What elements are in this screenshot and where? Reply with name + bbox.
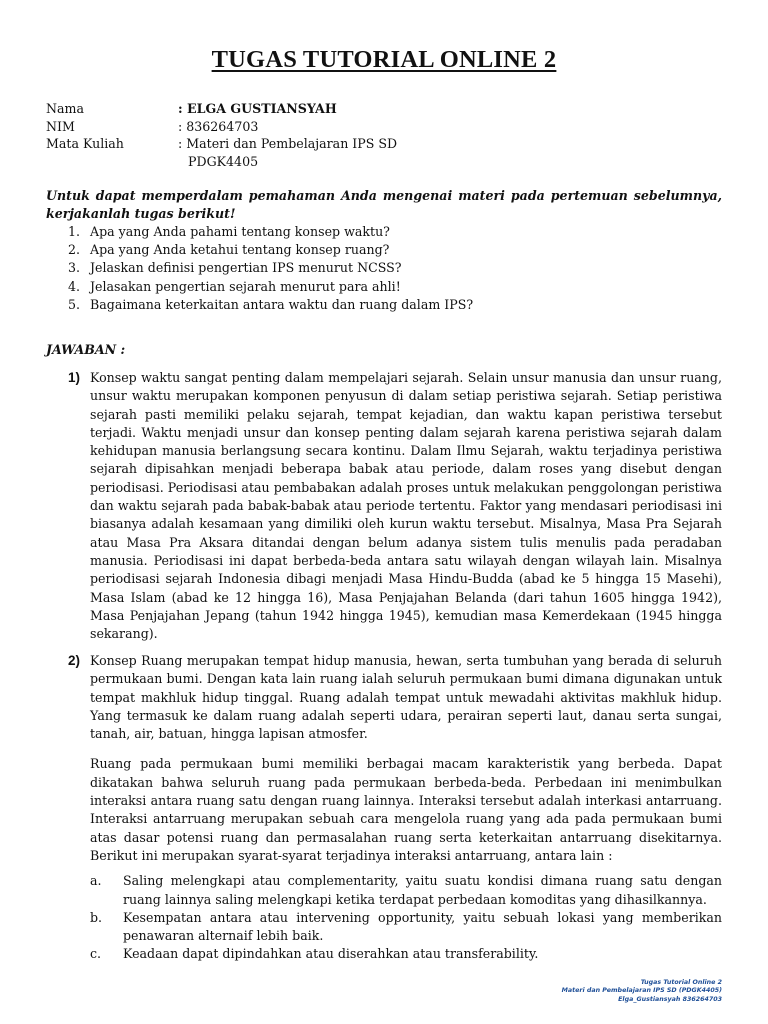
requirement-item — [90, 872, 722, 909]
question-text: Jelasakan pengertian sejarah menurut para ahli! — [90, 278, 401, 294]
footer-line: Elga_Gustiansyah 836264703 — [618, 995, 722, 1003]
footer-line: Materi dan Pembelajaran IPS SD (PDGK4405) — [561, 987, 722, 995]
mata-kuliah-code: PDGK4405 — [188, 153, 259, 169]
requirement-list — [90, 872, 722, 963]
question-text: Apa yang Anda pahami tentang konsep waktu? — [90, 224, 390, 239]
answer-number: 2) — [68, 653, 81, 668]
requirement-text: Keadaan dapat dipindahkan atau diserahkan atau transferability. — [123, 946, 539, 962]
question-item — [68, 259, 473, 277]
answer-paragraph: Konsep Ruang merupakan tempat hidup manusia, hewan, serta tumbuhan yang berada di seluruh permukaan bumi. Dengan kata lain ruang ialah seluruh permukaan bumi dimana digunakan untuk tempat makhluk hidup tinggal. Ruang adalah tempat untuk mewadahi aktivitas makhluk hidup. Yang termasuk ke dalam ruang adalah seperti udara, perairan seperti laut, danau serta sungai, tanah, air, batuan, hingga lapisan atmosfer. — [90, 653, 722, 742]
question-text: Bagaimana keterkaitan antara waktu dan ruang dalam IPS? — [90, 296, 474, 312]
intro-instruction: Untuk dapat memperdalam pemahaman Anda mengenai materi pada pertemuan sebelumnya, kerjakanlah tugas berikut! — [46, 188, 722, 221]
requirement-letter: b. — [90, 909, 103, 925]
requirement-text: Saling melengkapi atau complementarity, yaitu suatu kondisi dimana ruang satu dengan ruang lainnya saling melengkapi ketika terdapat perbedaan komoditas yang dihasilkannya. — [123, 873, 722, 907]
question-list — [68, 223, 473, 314]
requirement-letter: a. — [90, 873, 102, 889]
question-item — [68, 278, 473, 296]
student-info — [46, 100, 397, 170]
info-row-mata-kuliah — [46, 135, 397, 153]
question-text: Apa yang Anda ketahui tentang konsep ruang? — [90, 242, 390, 258]
requirement-text: Kesempatan antara atau intervening opportunity, yaitu sebuah lokasi yang memberikan penawaran alternaif lebih baik. — [123, 909, 722, 944]
question-number: 1. — [68, 224, 81, 239]
answer-number: 1) — [68, 370, 81, 385]
document-title: TUGAS TUTORIAL ONLINE 2 — [211, 46, 557, 73]
nama-label: Nama — [46, 101, 84, 116]
answer-1 — [68, 369, 722, 643]
question-number: 5. — [68, 296, 81, 312]
answer-body — [90, 369, 722, 643]
requirement-item — [90, 945, 722, 963]
question-item — [68, 223, 473, 241]
mata-kuliah-label: Mata Kuliah — [46, 136, 124, 151]
requirement-item — [90, 909, 722, 946]
question-number: 3. — [68, 260, 81, 276]
mata-kuliah-value: : Materi dan Pembelajaran IPS SD — [178, 136, 398, 151]
answer-paragraph: Konsep waktu sangat penting dalam mempelajari sejarah. Selain unsur manusia dan unsur ruang, unsur waktu merupakan komponen penyusun di dalam setiap peristiwa sejarah. Setiap peristiwa sejarah pasti memiliki pelaku sejarah, tempat kejadian, dan waktu kapan peristiwa tersebut terjadi. Waktu menjadi unsur dan konsep penting dalam sejarah karena peristiwa sejarah dalam kehidupan manusia berlangsung secara kontinu. Dalam Ilmu Sejarah, waktu terjadinya peristiwa sejarah dipisahkan menjadi beberapa babak atau periode, dalam roses yang disebut dengan periodisasi. Periodisasi atau pembabakan adalah proses untuk melakukan penggolongan peristiwa dan waktu sejarah pada babak-babak atau periode tertentu. Faktor yang mendasari periodisasi ini biasanya adalah kesamaan yang dimiliki oleh kurun waktu tersebut. Misalnya, Masa Pra Sejarah atau Masa Pra Aksara ditandai dengan belum adanya sistem tulis menulis pada peradaban manusia. Periodisasi ini dapat berbeda-beda antara satu wilayah dengan wilayah lain. Misalnya periodisasi sejarah Indonesia dibagi menjadi Masa Hindu-Budda (abad ke 5 hingga 15 Masehi), Masa Islam (abad ke 12 hingga 16), Masa Penjajahan Belanda (dari tahun 1605 hingga 1942), Masa Penjajahan Jepang (tahun 1942 hingga 1945), kemudian masa Kemerdekaan (1945 hingga sekarang). — [90, 370, 722, 642]
question-item — [68, 296, 473, 314]
nim-value: : 836264703 — [178, 118, 259, 134]
answer-paragraph: Ruang pada permukaan bumi memiliki berbagai macam karakteristik yang berbeda. Dapat dikatakan bahwa seluruh ruang pada permukaan berbeda-beda. Perbedaan ini menimbulkan interaksi antara ruang satu dengan ruang lainnya. Interaksi tersebut adalah interkasi antarruang. Interaksi antarruang merupakan sebuah cara mengelola ruang yang ada pada permukaan bumi atas dasar potensi ruang dan permasalahan ruang serta keterkaitan antarruang disekitarnya. Berikut ini merupakan syarat-syarat terjadinya interaksi antarruang, antara lain : — [90, 756, 722, 863]
answer-body — [90, 652, 722, 964]
jawaban-heading: JAWABAN : — [46, 342, 126, 357]
page-footer — [562, 979, 722, 1004]
question-text: Jelaskan definisi pengertian IPS menurut NCSS? — [90, 260, 402, 276]
question-item — [68, 241, 473, 259]
requirement-letter: c. — [90, 946, 102, 962]
footer-line: Tugas Tutorial Online 2 — [640, 979, 722, 986]
info-row-nim — [46, 118, 397, 136]
question-number: 4. — [68, 278, 81, 294]
question-number: 2. — [68, 242, 81, 258]
info-row-nama — [46, 100, 397, 118]
answer-2 — [68, 652, 722, 964]
nim-label: NIM — [46, 118, 75, 134]
nama-value: : ELGA GUSTIANSYAH — [178, 101, 337, 116]
